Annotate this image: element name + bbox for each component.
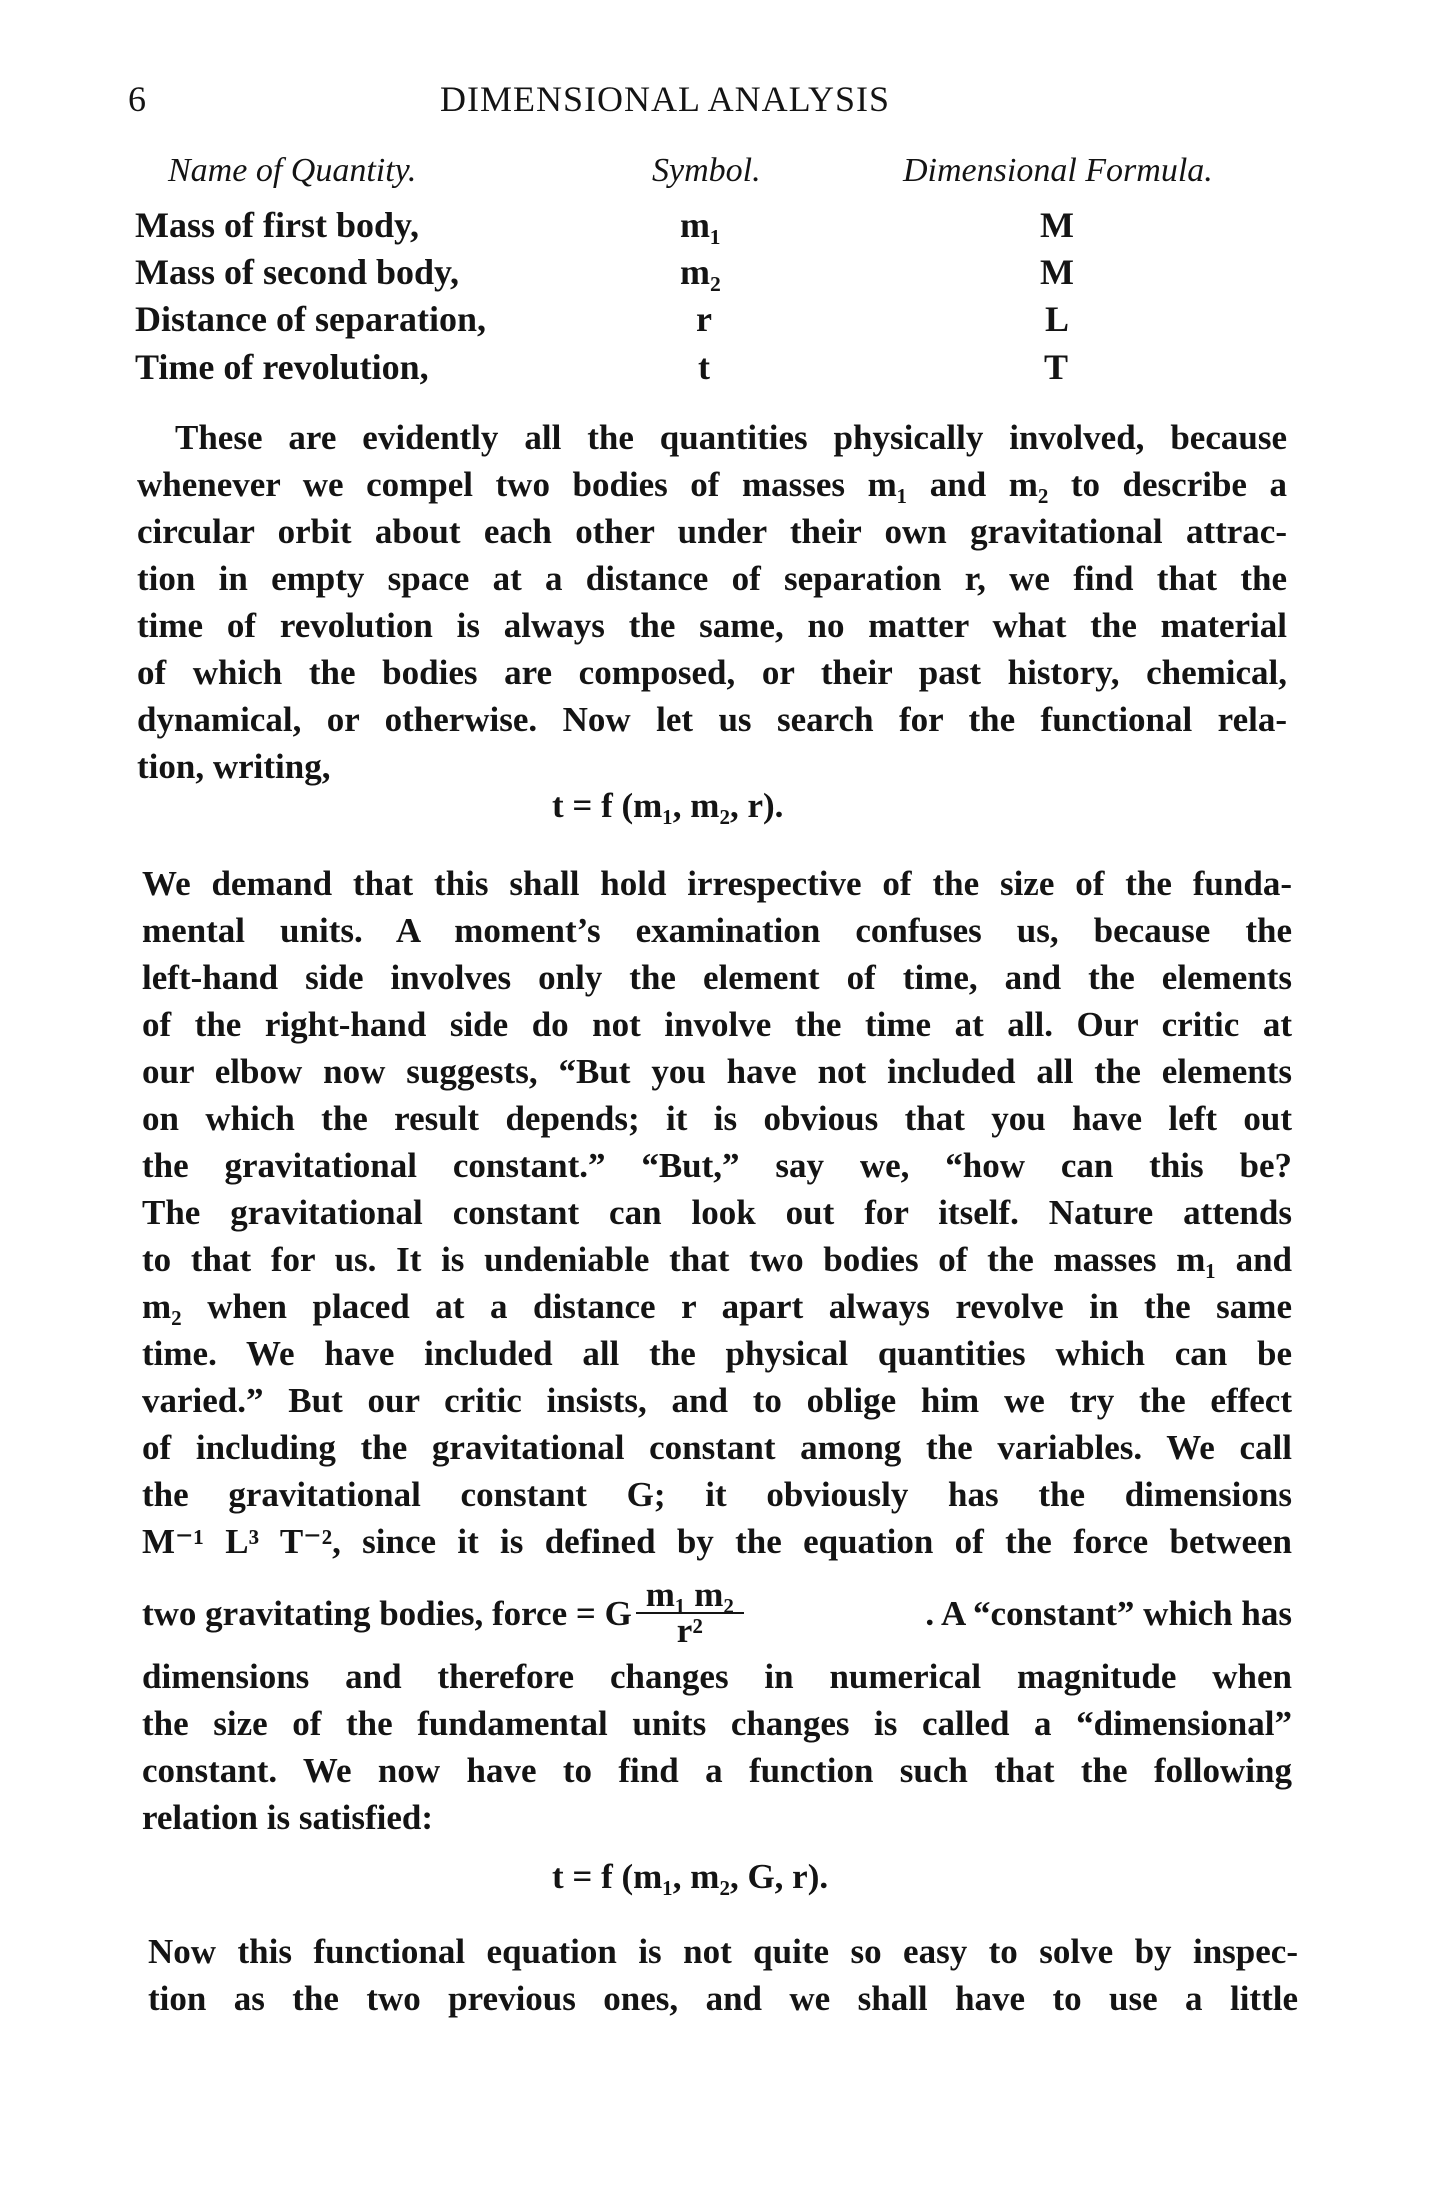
- page-number: 6: [128, 79, 147, 119]
- text-line: whenever we compel two bodies of masses m₁ and m₂ to describe a: [137, 465, 1287, 504]
- quantity-formula: M: [1040, 252, 1074, 292]
- column-header-formula: Dimensional Formula.: [903, 152, 1213, 189]
- quantity-symbol: r: [696, 299, 712, 339]
- text-line: We demand that this shall hold irrespective of the size of the funda-: [142, 864, 1292, 903]
- quantity-symbol: m₂: [680, 252, 721, 292]
- text-line: mental units. A moment’s examination confuses us, because the: [142, 911, 1292, 950]
- paragraph-2: [142, 860, 1292, 1841]
- quantity-symbol: m₁: [680, 205, 721, 245]
- text-line: varied.” But our critic insists, and to oblige him we try the effect: [142, 1381, 1292, 1420]
- text-line: of the right-hand side do not involve the time at all. Our critic at: [142, 1005, 1292, 1044]
- text-line: the size of the fundamental units changes is called a “dimensional”: [142, 1704, 1292, 1743]
- fraction-denominator: r²: [676, 1611, 703, 1650]
- text-line: dynamical, or otherwise. Now let us search for the functional rela-: [137, 700, 1287, 739]
- text-line: on which the result depends; it is obvious that you have left out: [142, 1099, 1292, 1138]
- column-header-symbol: Symbol.: [652, 152, 761, 189]
- force-line-start: two gravitating bodies, force = G: [142, 1593, 632, 1633]
- equation-2: t = f (m₁, m₂, G, r).: [552, 1857, 829, 1896]
- quantity-formula: M: [1040, 205, 1074, 245]
- text-line: the gravitational constant.” “But,” say we, “how can this be?: [142, 1146, 1292, 1185]
- text-line: M⁻¹ L³ T⁻², since it is defined by the equation of the force between: [142, 1522, 1292, 1561]
- quantity-formula: T: [1044, 347, 1069, 387]
- text-line: time of revolution is always the same, no matter what the material: [137, 606, 1287, 645]
- text-line: m₂ when placed at a distance r apart always revolve in the same: [142, 1287, 1292, 1326]
- equation-1: t = f (m₁, m₂, r).: [552, 786, 784, 825]
- text-line: of which the bodies are composed, or their past history, chemical,: [137, 653, 1287, 692]
- paragraph-3: [148, 1928, 1298, 2022]
- fraction: [636, 1575, 744, 1650]
- force-equation-line: [142, 1573, 1292, 1653]
- fraction-numerator: m₁ m₂: [636, 1578, 744, 1614]
- quantity-name: Mass of first body,: [135, 205, 420, 245]
- running-title: DIMENSIONAL ANALYSIS: [440, 79, 891, 119]
- quantity-symbol: t: [698, 347, 710, 387]
- text-line: left-hand side involves only the element of time, and the elements: [142, 958, 1292, 997]
- quantity-name: Time of revolution,: [135, 347, 429, 387]
- paragraph-1: [137, 414, 1287, 790]
- text-line: circular orbit about each other under their own gravitational attrac-: [137, 512, 1287, 551]
- quantity-name: Mass of second body,: [135, 252, 460, 292]
- text-line: of including the gravitational constant among the variables. We call: [142, 1428, 1292, 1467]
- quantity-formula: L: [1045, 299, 1070, 339]
- text-line: tion in empty space at a distance of separation r, we find that the: [137, 559, 1287, 598]
- text-line: the gravitational constant G; it obviously has the dimensions: [142, 1475, 1292, 1514]
- text-line: constant. We now have to find a function such that the following: [142, 1751, 1292, 1790]
- quantity-name: Distance of separation,: [135, 299, 486, 339]
- text-line: our elbow now suggests, “But you have not included all the elements: [142, 1052, 1292, 1091]
- text-line: dimensions and therefore changes in numerical magnitude when: [142, 1657, 1292, 1696]
- text-line: The gravitational constant can look out for itself. Nature attends: [142, 1193, 1292, 1232]
- text-line: tion, writing,: [137, 747, 331, 786]
- text-line: time. We have included all the physical quantities which can be: [142, 1334, 1292, 1373]
- text-line: These are evidently all the quantities physically involved, because: [175, 418, 1287, 457]
- force-line-end: . A “constant” which has: [925, 1593, 1292, 1633]
- text-line: to that for us. It is undeniable that two bodies of the masses m₁ and: [142, 1240, 1292, 1279]
- text-line: Now this functional equation is not quite so easy to solve by inspec-: [148, 1932, 1298, 1971]
- column-header-name: Name of Quantity.: [168, 152, 417, 189]
- text-line: tion as the two previous ones, and we shall have to use a little: [148, 1979, 1298, 2018]
- text-line: relation is satisfied:: [142, 1798, 434, 1837]
